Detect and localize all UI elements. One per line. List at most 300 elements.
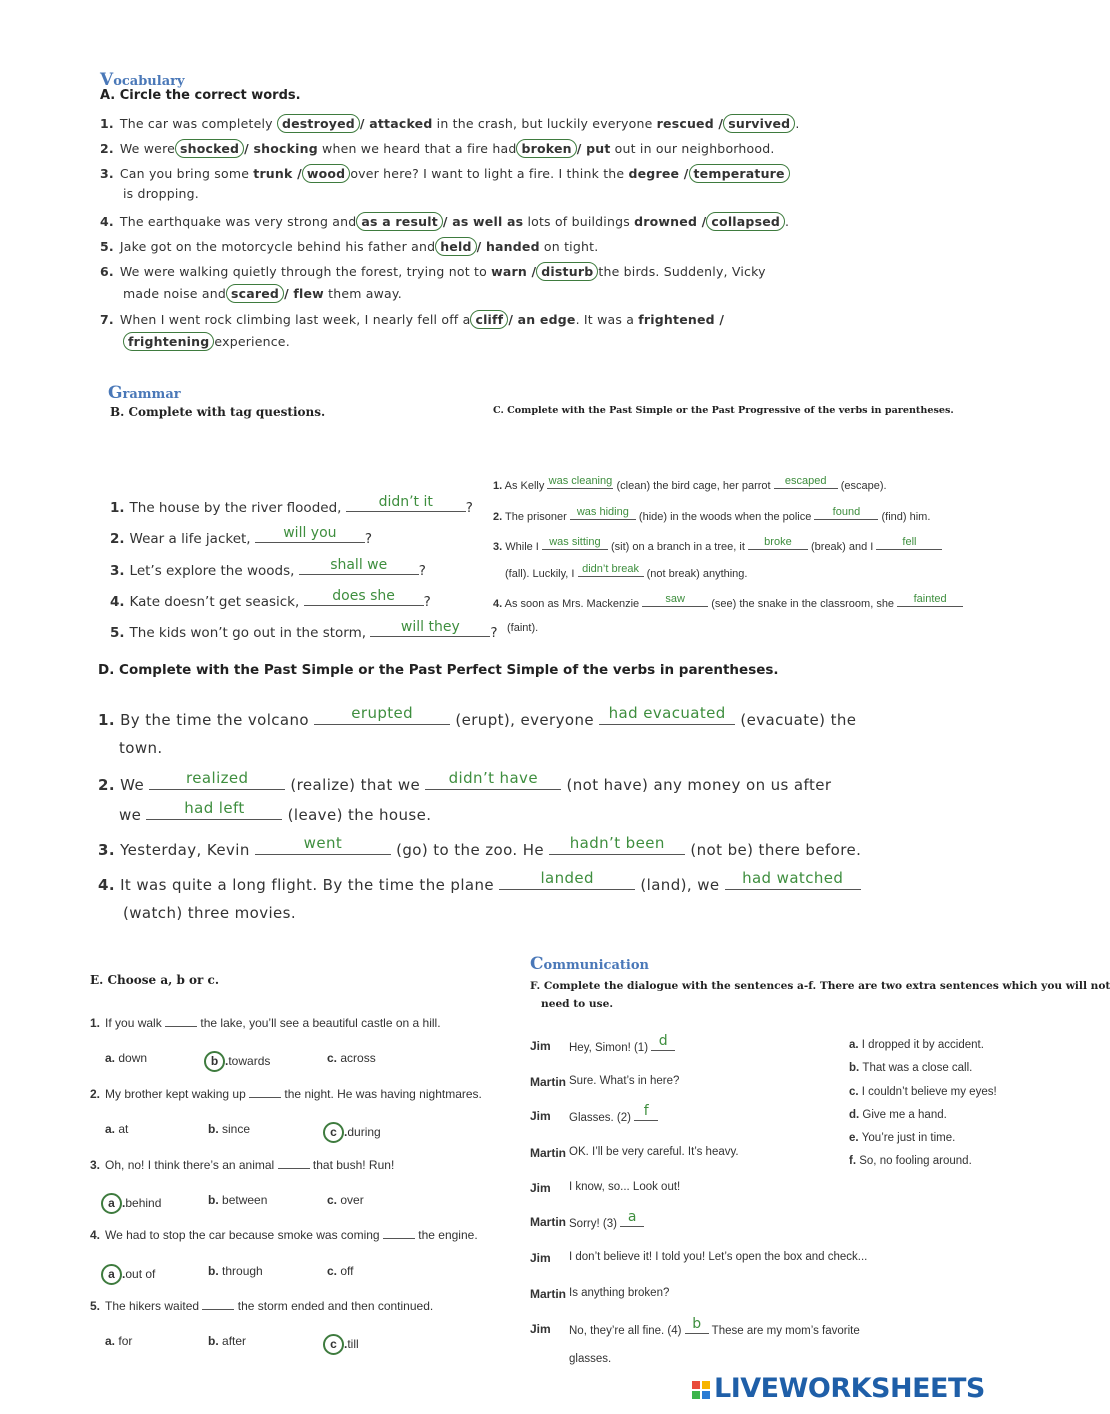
perfect-tense-line xyxy=(119,799,432,824)
logo-square xyxy=(702,1391,710,1399)
text-segment: (land), we xyxy=(635,876,725,894)
text-segment: lots of buildings xyxy=(523,214,635,229)
answer-blank[interactable] xyxy=(651,1033,675,1051)
section-e-heading: E. Choose a, b or c. xyxy=(90,973,220,987)
option-dot: . xyxy=(344,1337,348,1351)
logo-square xyxy=(702,1381,710,1389)
text-segment: (break) and I xyxy=(807,541,877,553)
perfect-tense-line xyxy=(98,704,857,729)
text-segment: / shocking xyxy=(244,141,318,156)
answer-blank[interactable] xyxy=(725,869,861,890)
tag-question-item xyxy=(110,557,426,579)
text-segment: Yesterday, Kevin xyxy=(114,841,255,859)
item-number: 5. xyxy=(100,239,114,254)
option-letter: a. xyxy=(105,1122,116,1136)
text-segment: 2. xyxy=(493,511,503,523)
text-segment: (see) the snake in the classroom, she xyxy=(708,598,898,610)
option-text: So, no fooling around. xyxy=(859,1155,972,1167)
answer-text: does she xyxy=(332,588,395,604)
answer-blank[interactable] xyxy=(370,619,490,637)
text-segment: (hide) in the woods when the police xyxy=(635,511,815,523)
grammar-title: Grammar xyxy=(108,383,181,403)
question-mark: ? xyxy=(490,625,498,641)
answer-text: will you xyxy=(283,525,337,541)
text-segment: (realize) that we xyxy=(285,776,426,794)
question-text: If you walk xyxy=(105,1016,166,1030)
text-segment: (clean) the bird cage, her parrot xyxy=(613,480,774,492)
text-segment: (watch) three movies. xyxy=(123,904,297,922)
answer-blank[interactable] xyxy=(346,494,466,512)
answer-text: a xyxy=(627,1209,637,1225)
section-b-heading: B. Complete with tag questions. xyxy=(110,405,326,419)
vocab-line xyxy=(123,284,402,303)
option-text: That was a close call. xyxy=(862,1062,973,1074)
answer-text: hadn’t been xyxy=(569,834,665,852)
question-text: The kids won’t go out in the storm, xyxy=(129,625,371,641)
answer-blank[interactable] xyxy=(748,538,808,550)
question-text: Oh, no! I think there’s an animal xyxy=(105,1158,278,1172)
vocabulary-title: Vocabulary xyxy=(100,70,185,90)
text-segment: It was quite a long flight. By the time the plane xyxy=(114,876,500,894)
option-text: out of xyxy=(125,1267,156,1281)
answer-blank xyxy=(249,1087,281,1098)
option-letter: a. xyxy=(105,1051,116,1065)
dialogue-text: Is anything broken? xyxy=(569,1287,670,1299)
answer-blank[interactable] xyxy=(599,704,735,725)
answer-text: had evacuated xyxy=(608,704,726,722)
circled-answer[interactable]: held xyxy=(435,237,476,256)
text-segment: / handed xyxy=(476,239,540,254)
dialogue-line xyxy=(569,1075,679,1087)
answer-blank[interactable] xyxy=(314,704,450,725)
text-segment: we xyxy=(119,806,147,824)
answer-text: didn’t it xyxy=(378,494,433,510)
question-mark: ? xyxy=(418,563,426,579)
answer-blank[interactable] xyxy=(255,525,365,543)
answer-text: had left xyxy=(184,799,245,817)
text-segment: We were walking quietly through the forest, trying not to xyxy=(119,264,492,279)
answer-text: was cleaning xyxy=(548,475,613,487)
answer-text: didn’t have xyxy=(448,769,538,787)
option-letter: a. xyxy=(105,1334,116,1348)
option-text: down xyxy=(118,1051,148,1065)
section-f-heading: F. Complete the dialogue with the sentences a-f. There are two extra sentences which you will not xyxy=(530,980,1110,992)
text-segment: Jake got on the motorcycle behind his father and xyxy=(119,239,436,254)
dialogue-text: Sorry! (3) xyxy=(569,1218,621,1230)
perfect-tense-line xyxy=(98,769,832,794)
text-segment: (erupt), everyone xyxy=(450,711,600,729)
text-segment: / as well as xyxy=(442,214,524,229)
option-text: behind xyxy=(125,1196,162,1210)
dialogue-option xyxy=(849,1132,955,1144)
text-segment: 4. xyxy=(98,876,115,894)
selected-option-marker: c xyxy=(323,1122,344,1143)
answer-blank[interactable] xyxy=(299,557,419,575)
answer-text: didn’t break xyxy=(582,563,639,575)
liveworksheets-logo[interactable] xyxy=(692,1373,985,1404)
logo-mark-icon xyxy=(692,1381,710,1399)
option-text: since xyxy=(222,1122,251,1136)
option-text: over xyxy=(340,1193,364,1207)
vocab-line xyxy=(100,262,766,281)
question-text: We had to stop the car because smoke was coming xyxy=(105,1228,383,1242)
option-letter: d. xyxy=(849,1109,863,1121)
circled-answer[interactable]: survived xyxy=(723,114,795,133)
text-segment: out in our neighborhood. xyxy=(610,141,775,156)
dialogue-text: I don’t believe it! I told you! Let’s open the box and check... xyxy=(569,1251,868,1263)
tag-question-item xyxy=(110,494,473,516)
answer-text: escaped xyxy=(784,475,827,487)
dialogue-line xyxy=(569,1181,680,1193)
text-segment: 2. xyxy=(98,776,115,794)
perfect-tense-line xyxy=(98,834,862,859)
circled-answer[interactable]: wood xyxy=(302,164,350,183)
selected-option-marker: c xyxy=(323,1334,344,1355)
text-segment: (find) him. xyxy=(878,511,931,523)
option-dot: . xyxy=(122,1196,126,1210)
dialogue-line xyxy=(569,1146,739,1158)
circled-answer[interactable]: temperature xyxy=(689,164,790,183)
text-segment: the birds. Suddenly, Vicky xyxy=(598,264,766,279)
vocab-line xyxy=(100,139,775,158)
text-segment: rescued / xyxy=(656,116,724,131)
text-segment: is dropping. xyxy=(123,186,199,201)
option-letter: b. xyxy=(208,1264,219,1278)
item-number: 3. xyxy=(100,166,114,181)
speaker-name: Martin xyxy=(530,1287,566,1301)
vocab-line xyxy=(100,237,598,256)
perfect-tense-line xyxy=(123,904,296,922)
text-segment: (not be) there before. xyxy=(685,841,862,859)
text-segment: When I went rock climbing last week, I nearly fell off a xyxy=(119,312,471,327)
text-segment: The prisoner xyxy=(502,511,570,523)
dialogue-text: These are my mom’s favorite xyxy=(708,1325,860,1337)
answer-blank[interactable] xyxy=(774,477,838,489)
circled-answer[interactable]: cliff xyxy=(470,310,508,329)
answer-blank xyxy=(165,1016,197,1027)
option-letter: b. xyxy=(208,1122,219,1136)
selected-option-marker: b xyxy=(204,1051,225,1072)
circled-answer[interactable]: frightening xyxy=(123,332,214,351)
speaker-name: Jim xyxy=(530,1181,551,1195)
dialogue-line xyxy=(569,1287,669,1299)
circled-answer[interactable]: destroyed xyxy=(277,114,360,133)
answer-text: realized xyxy=(186,769,249,787)
item-number: 4. xyxy=(110,594,125,610)
question-text: the engine. xyxy=(414,1228,478,1242)
dialogue-option xyxy=(849,1155,972,1167)
circled-answer[interactable]: shocked xyxy=(175,139,244,158)
answer-text: broke xyxy=(764,536,792,548)
choice-question xyxy=(90,1228,478,1242)
tag-question-item xyxy=(110,619,498,641)
text-segment: / flew xyxy=(284,286,324,301)
text-segment: (go) to the zoo. He xyxy=(390,841,550,859)
question-mark: ? xyxy=(364,531,373,547)
text-segment: . xyxy=(785,214,790,229)
circled-answer[interactable]: broken xyxy=(516,139,576,158)
question-text: Kate doesn’t get seasick, xyxy=(129,594,304,610)
circled-answer[interactable]: collapsed xyxy=(706,212,785,231)
option-letter: b. xyxy=(849,1062,863,1074)
answer-blank xyxy=(202,1299,234,1310)
speaker-name: Jim xyxy=(530,1251,551,1265)
answer-blank[interactable] xyxy=(149,769,285,790)
option-text: off xyxy=(340,1264,354,1278)
item-number: 6. xyxy=(100,264,114,279)
choice-option[interactable] xyxy=(105,1051,147,1065)
text-segment: experience. xyxy=(214,334,290,349)
speaker-name: Jim xyxy=(530,1322,551,1336)
circled-answer[interactable]: disturb xyxy=(536,262,598,281)
choice-option[interactable] xyxy=(208,1264,263,1278)
option-letter: e. xyxy=(849,1132,862,1144)
answer-text: found xyxy=(832,506,861,518)
option-letter: f. xyxy=(849,1155,860,1167)
answer-text: saw xyxy=(665,593,685,605)
option-letter: a. xyxy=(849,1039,862,1051)
question-text: the storm ended and then continued. xyxy=(234,1299,434,1313)
text-segment: As Kelly xyxy=(502,480,548,492)
option-letter: b. xyxy=(208,1334,219,1348)
tag-question-item xyxy=(110,525,373,547)
option-text: I dropped it by accident. xyxy=(861,1039,984,1051)
text-segment: (fall). Luckily, I xyxy=(505,568,578,580)
dialogue-option xyxy=(849,1109,947,1121)
item-number: 5. xyxy=(90,1299,101,1313)
question-text: the night. He was having nightmares. xyxy=(281,1087,482,1101)
section-f-heading-cont: need to use. xyxy=(541,998,614,1010)
item-number: 3. xyxy=(110,563,125,579)
choice-question xyxy=(90,1016,441,1030)
text-segment: them away. xyxy=(323,286,402,301)
question-text: The house by the river flooded, xyxy=(129,500,346,516)
option-text: across xyxy=(340,1051,376,1065)
perfect-tense-line xyxy=(98,869,861,894)
option-letter: b. xyxy=(208,1193,219,1207)
logo-square xyxy=(692,1381,700,1389)
question-mark: ? xyxy=(465,500,473,516)
section-d-heading: D. Complete with the Past Simple or the Past Perfect Simple of the verbs in parentheses. xyxy=(98,662,779,678)
question-mark: ? xyxy=(423,594,431,610)
option-text: through xyxy=(222,1264,263,1278)
answer-text: d xyxy=(658,1033,668,1049)
logo-square xyxy=(692,1391,700,1399)
circled-answer[interactable]: scared xyxy=(226,284,284,303)
item-number: 1. xyxy=(110,500,125,516)
choice-option[interactable] xyxy=(208,1334,246,1348)
option-text: towards xyxy=(228,1054,271,1068)
choice-option[interactable] xyxy=(327,1264,353,1278)
text-segment: when we heard that a fire had xyxy=(317,141,517,156)
text-segment: 4. xyxy=(493,598,503,610)
text-segment: attacked xyxy=(369,116,433,131)
speaker-name: Martin xyxy=(530,1075,566,1089)
communication-title: Communication xyxy=(530,954,649,974)
answer-text: will they xyxy=(400,619,460,635)
option-letter: c. xyxy=(327,1264,338,1278)
selected-option-marker: a xyxy=(101,1264,122,1285)
choice-option[interactable] xyxy=(327,1334,359,1355)
answer-blank[interactable] xyxy=(547,477,613,489)
text-segment: The earthquake was very strong and xyxy=(119,214,357,229)
text-segment: Can you bring some xyxy=(119,166,254,181)
text-segment: The car was completely xyxy=(119,116,277,131)
text-segment: While I xyxy=(502,541,542,553)
vocab-line xyxy=(123,186,199,201)
dialogue-line xyxy=(569,1316,860,1337)
option-text: at xyxy=(118,1122,129,1136)
vocab-line xyxy=(100,164,790,183)
answer-text: shall we xyxy=(330,557,388,573)
answer-text: b xyxy=(692,1316,702,1332)
vocab-line xyxy=(100,310,724,329)
answer-blank[interactable] xyxy=(634,1103,658,1121)
circled-answer[interactable]: as a result xyxy=(356,212,442,231)
dialogue-line xyxy=(569,1103,658,1124)
option-text: after xyxy=(222,1334,247,1348)
choice-question xyxy=(90,1158,394,1172)
past-tense-line xyxy=(493,595,963,610)
text-segment: warn / xyxy=(491,264,537,279)
answer-text: was sitting xyxy=(549,536,601,548)
choice-option[interactable] xyxy=(105,1264,155,1285)
choice-option[interactable] xyxy=(208,1051,270,1072)
text-segment: / xyxy=(359,116,370,131)
dialogue-text: No, they’re all fine. (4) xyxy=(569,1325,685,1337)
option-dot: . xyxy=(122,1267,126,1281)
text-segment: (escape). xyxy=(837,480,887,492)
dialogue-text: Hey, Simon! (1) xyxy=(569,1042,652,1054)
section-a-heading: A. Circle the correct words. xyxy=(100,88,301,103)
item-number: 1. xyxy=(100,116,114,131)
text-segment: trunk / xyxy=(253,166,302,181)
choice-option[interactable] xyxy=(327,1051,376,1065)
answer-blank[interactable] xyxy=(542,538,608,550)
option-text: You’re just in time. xyxy=(861,1132,956,1144)
choice-question xyxy=(90,1087,482,1101)
past-tense-line xyxy=(493,508,930,523)
choice-option[interactable] xyxy=(105,1334,132,1348)
answer-text: erupted xyxy=(351,704,414,722)
dialogue-text: I know, so... Look out! xyxy=(569,1181,681,1193)
text-segment: (leave) the house. xyxy=(282,806,432,824)
text-segment: (not have) any money on us after xyxy=(561,776,832,794)
item-number: 2. xyxy=(90,1087,101,1101)
text-segment: made noise and xyxy=(123,286,226,301)
choice-option[interactable] xyxy=(105,1193,161,1214)
dialogue-text: Glasses. (2) xyxy=(569,1112,635,1124)
text-segment: / an edge xyxy=(508,312,576,327)
text-segment: over here? I want to light a fire. I think the xyxy=(350,166,629,181)
choice-option[interactable] xyxy=(105,1122,128,1136)
question-text: Let’s explore the woods, xyxy=(129,563,299,579)
choice-question xyxy=(90,1299,433,1313)
item-number: 7. xyxy=(100,312,114,327)
choice-option[interactable] xyxy=(327,1193,364,1207)
text-segment: 3. xyxy=(493,541,503,553)
text-segment: We were xyxy=(119,141,176,156)
answer-blank[interactable] xyxy=(620,1209,644,1227)
answer-blank[interactable] xyxy=(642,595,708,607)
past-tense-line xyxy=(505,565,747,580)
text-segment: (evacuate) the xyxy=(735,711,857,729)
option-text: for xyxy=(118,1334,133,1348)
question-text: the lake, you’ll see a beautiful castle on a hill. xyxy=(197,1016,441,1030)
speaker-name: Jim xyxy=(530,1039,551,1053)
choice-option[interactable] xyxy=(208,1122,250,1136)
question-text: My brother kept waking up xyxy=(105,1087,250,1101)
answer-text: fainted xyxy=(913,593,947,605)
perfect-tense-line xyxy=(119,739,163,757)
answer-blank[interactable] xyxy=(549,834,685,855)
text-segment: 1. xyxy=(493,480,503,492)
answer-text: was hiding xyxy=(576,506,629,518)
dialogue-line-cont: glasses. xyxy=(569,1353,612,1365)
dialogue-text: OK. I’ll be very careful. It’s heavy. xyxy=(569,1146,739,1158)
text-segment: We xyxy=(114,776,150,794)
answer-text: landed xyxy=(540,869,594,887)
past-tense-line xyxy=(493,477,887,492)
answer-blank[interactable] xyxy=(897,595,963,607)
item-number: 4. xyxy=(90,1228,101,1242)
answer-blank[interactable] xyxy=(499,869,635,890)
item-number: 1. xyxy=(90,1016,101,1030)
text-segment: on tight. xyxy=(539,239,599,254)
vocab-line xyxy=(100,114,800,133)
item-number: 2. xyxy=(100,141,114,156)
option-letter: c. xyxy=(327,1051,338,1065)
logo-text: LIVEWORKSHEETS xyxy=(714,1373,985,1404)
answer-blank[interactable] xyxy=(814,508,878,520)
answer-blank[interactable] xyxy=(570,508,636,520)
text-segment: As soon as Mrs. Mackenzie xyxy=(502,598,643,610)
dialogue-option xyxy=(849,1062,972,1074)
choice-option[interactable] xyxy=(327,1122,381,1143)
speaker-name: Martin xyxy=(530,1146,566,1160)
text-segment: 1. xyxy=(98,711,115,729)
option-text: Give me a hand. xyxy=(862,1109,947,1121)
text-segment: frightened / xyxy=(638,312,725,327)
answer-blank[interactable] xyxy=(578,565,644,577)
text-segment: town. xyxy=(119,739,163,757)
answer-blank[interactable] xyxy=(146,799,282,820)
answer-blank[interactable] xyxy=(876,538,942,550)
answer-blank[interactable] xyxy=(425,769,561,790)
item-number: 3. xyxy=(90,1158,101,1172)
answer-blank[interactable] xyxy=(304,588,424,606)
answer-blank[interactable] xyxy=(255,834,391,855)
option-text: during xyxy=(347,1125,381,1139)
dialogue-line xyxy=(569,1251,867,1263)
text-segment: 3. xyxy=(98,841,115,859)
past-tense-line xyxy=(493,538,942,553)
item-number: 2. xyxy=(110,531,125,547)
dialogue-option xyxy=(849,1086,997,1098)
vocab-line xyxy=(123,332,290,351)
dialogue-text: Sure. What’s in here? xyxy=(569,1075,680,1087)
answer-blank[interactable] xyxy=(685,1316,709,1334)
tag-question-item xyxy=(110,588,431,610)
question-text: Wear a life jacket, xyxy=(129,531,255,547)
answer-blank xyxy=(278,1158,310,1169)
option-dot: . xyxy=(344,1125,348,1139)
answer-text: had watched xyxy=(742,869,844,887)
dialogue-line xyxy=(569,1209,644,1230)
choice-option[interactable] xyxy=(208,1193,267,1207)
item-number: 4. xyxy=(100,214,114,229)
dialogue-option xyxy=(849,1039,984,1051)
